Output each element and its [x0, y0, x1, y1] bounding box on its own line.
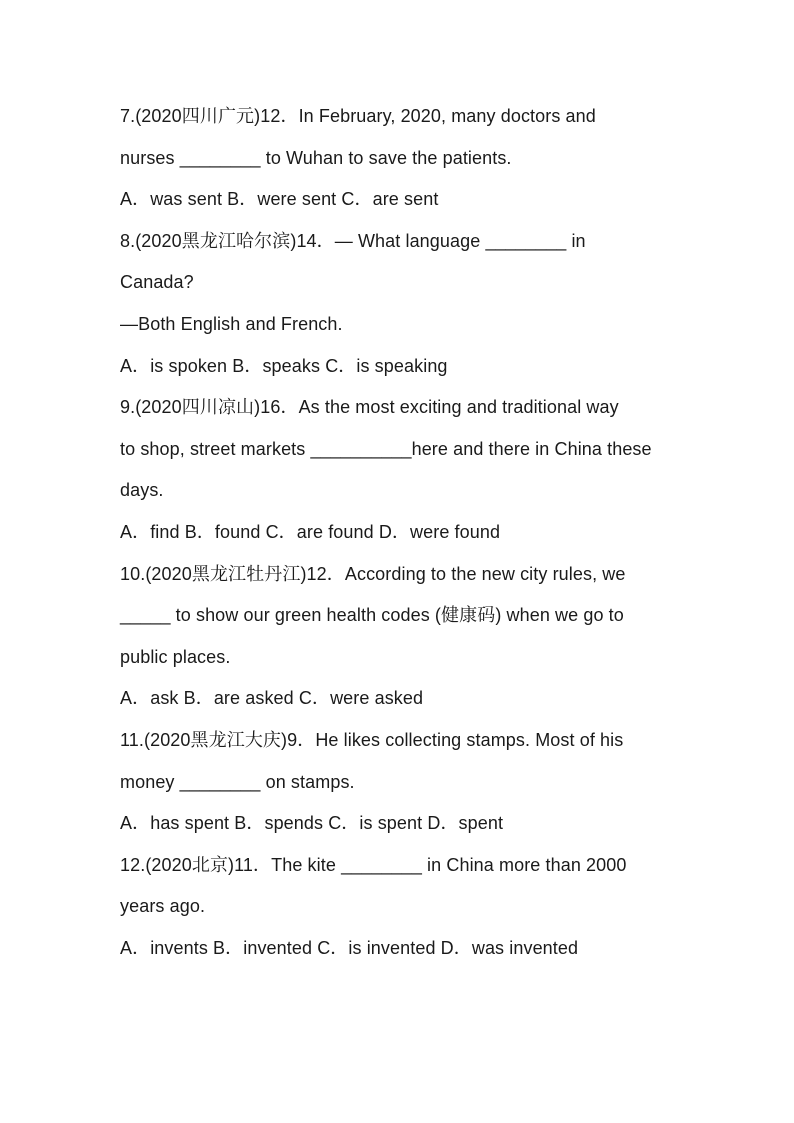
- question-11-stem-line-2: money ________ on stamps.: [120, 771, 355, 792]
- question-9-stem-line-2: to shop, street markets __________here and there in China these: [120, 438, 652, 459]
- question-11-stem-line-1: 11.(2020黑龙江大庆)9．He likes collecting stamps. Most of his: [120, 729, 624, 750]
- question-7-stem-line-2: nurses ________ to Wuhan to save the patients.: [120, 147, 512, 168]
- question-12-stem-line-1: 12.(2020北京)11．The kite ________ in China more than 2000: [120, 854, 627, 875]
- question-7-stem-line-1: 7.(2020四川广元)12．In February, 2020, many doctors and: [120, 106, 596, 126]
- question-9-options: A．find B．found C．are found D．were found: [120, 521, 501, 542]
- question-12-stem-line-2: years ago.: [120, 896, 206, 917]
- question-8-stem-line-2: Canada?: [120, 272, 194, 293]
- question-9-stem-line-1: 9.(2020四川凉山)16．As the most exciting and traditional way: [120, 397, 619, 418]
- question-10-options: A．ask B．are asked C．were asked: [120, 688, 424, 709]
- question-11-options: A．has spent B．spends C．is spent D．spent: [120, 813, 504, 834]
- question-10-stem-line-2: _____ to show our green health codes (健康码) when we go to: [120, 605, 624, 626]
- question-10-stem-line-1: 10.(2020黑龙江牡丹江)12．According to the new city rules, we: [120, 563, 626, 584]
- document-body: [120, 96, 700, 969]
- question-9-stem-line-3: days.: [120, 480, 164, 501]
- question-8-stem-line-1: 8.(2020黑龙江哈尔滨)14．— What language ________ in: [120, 230, 586, 251]
- question-7-options: A．was sent B．were sent C．are sent: [120, 189, 439, 210]
- question-10-stem-line-3: public places.: [120, 646, 231, 667]
- question-8-options: A．is spoken B．speaks C．is speaking: [120, 355, 448, 376]
- question-8-answer-line: —Both English and French.: [120, 313, 343, 334]
- question-12-options: A．invents B．invented C．is invented D．was invented: [120, 937, 579, 958]
